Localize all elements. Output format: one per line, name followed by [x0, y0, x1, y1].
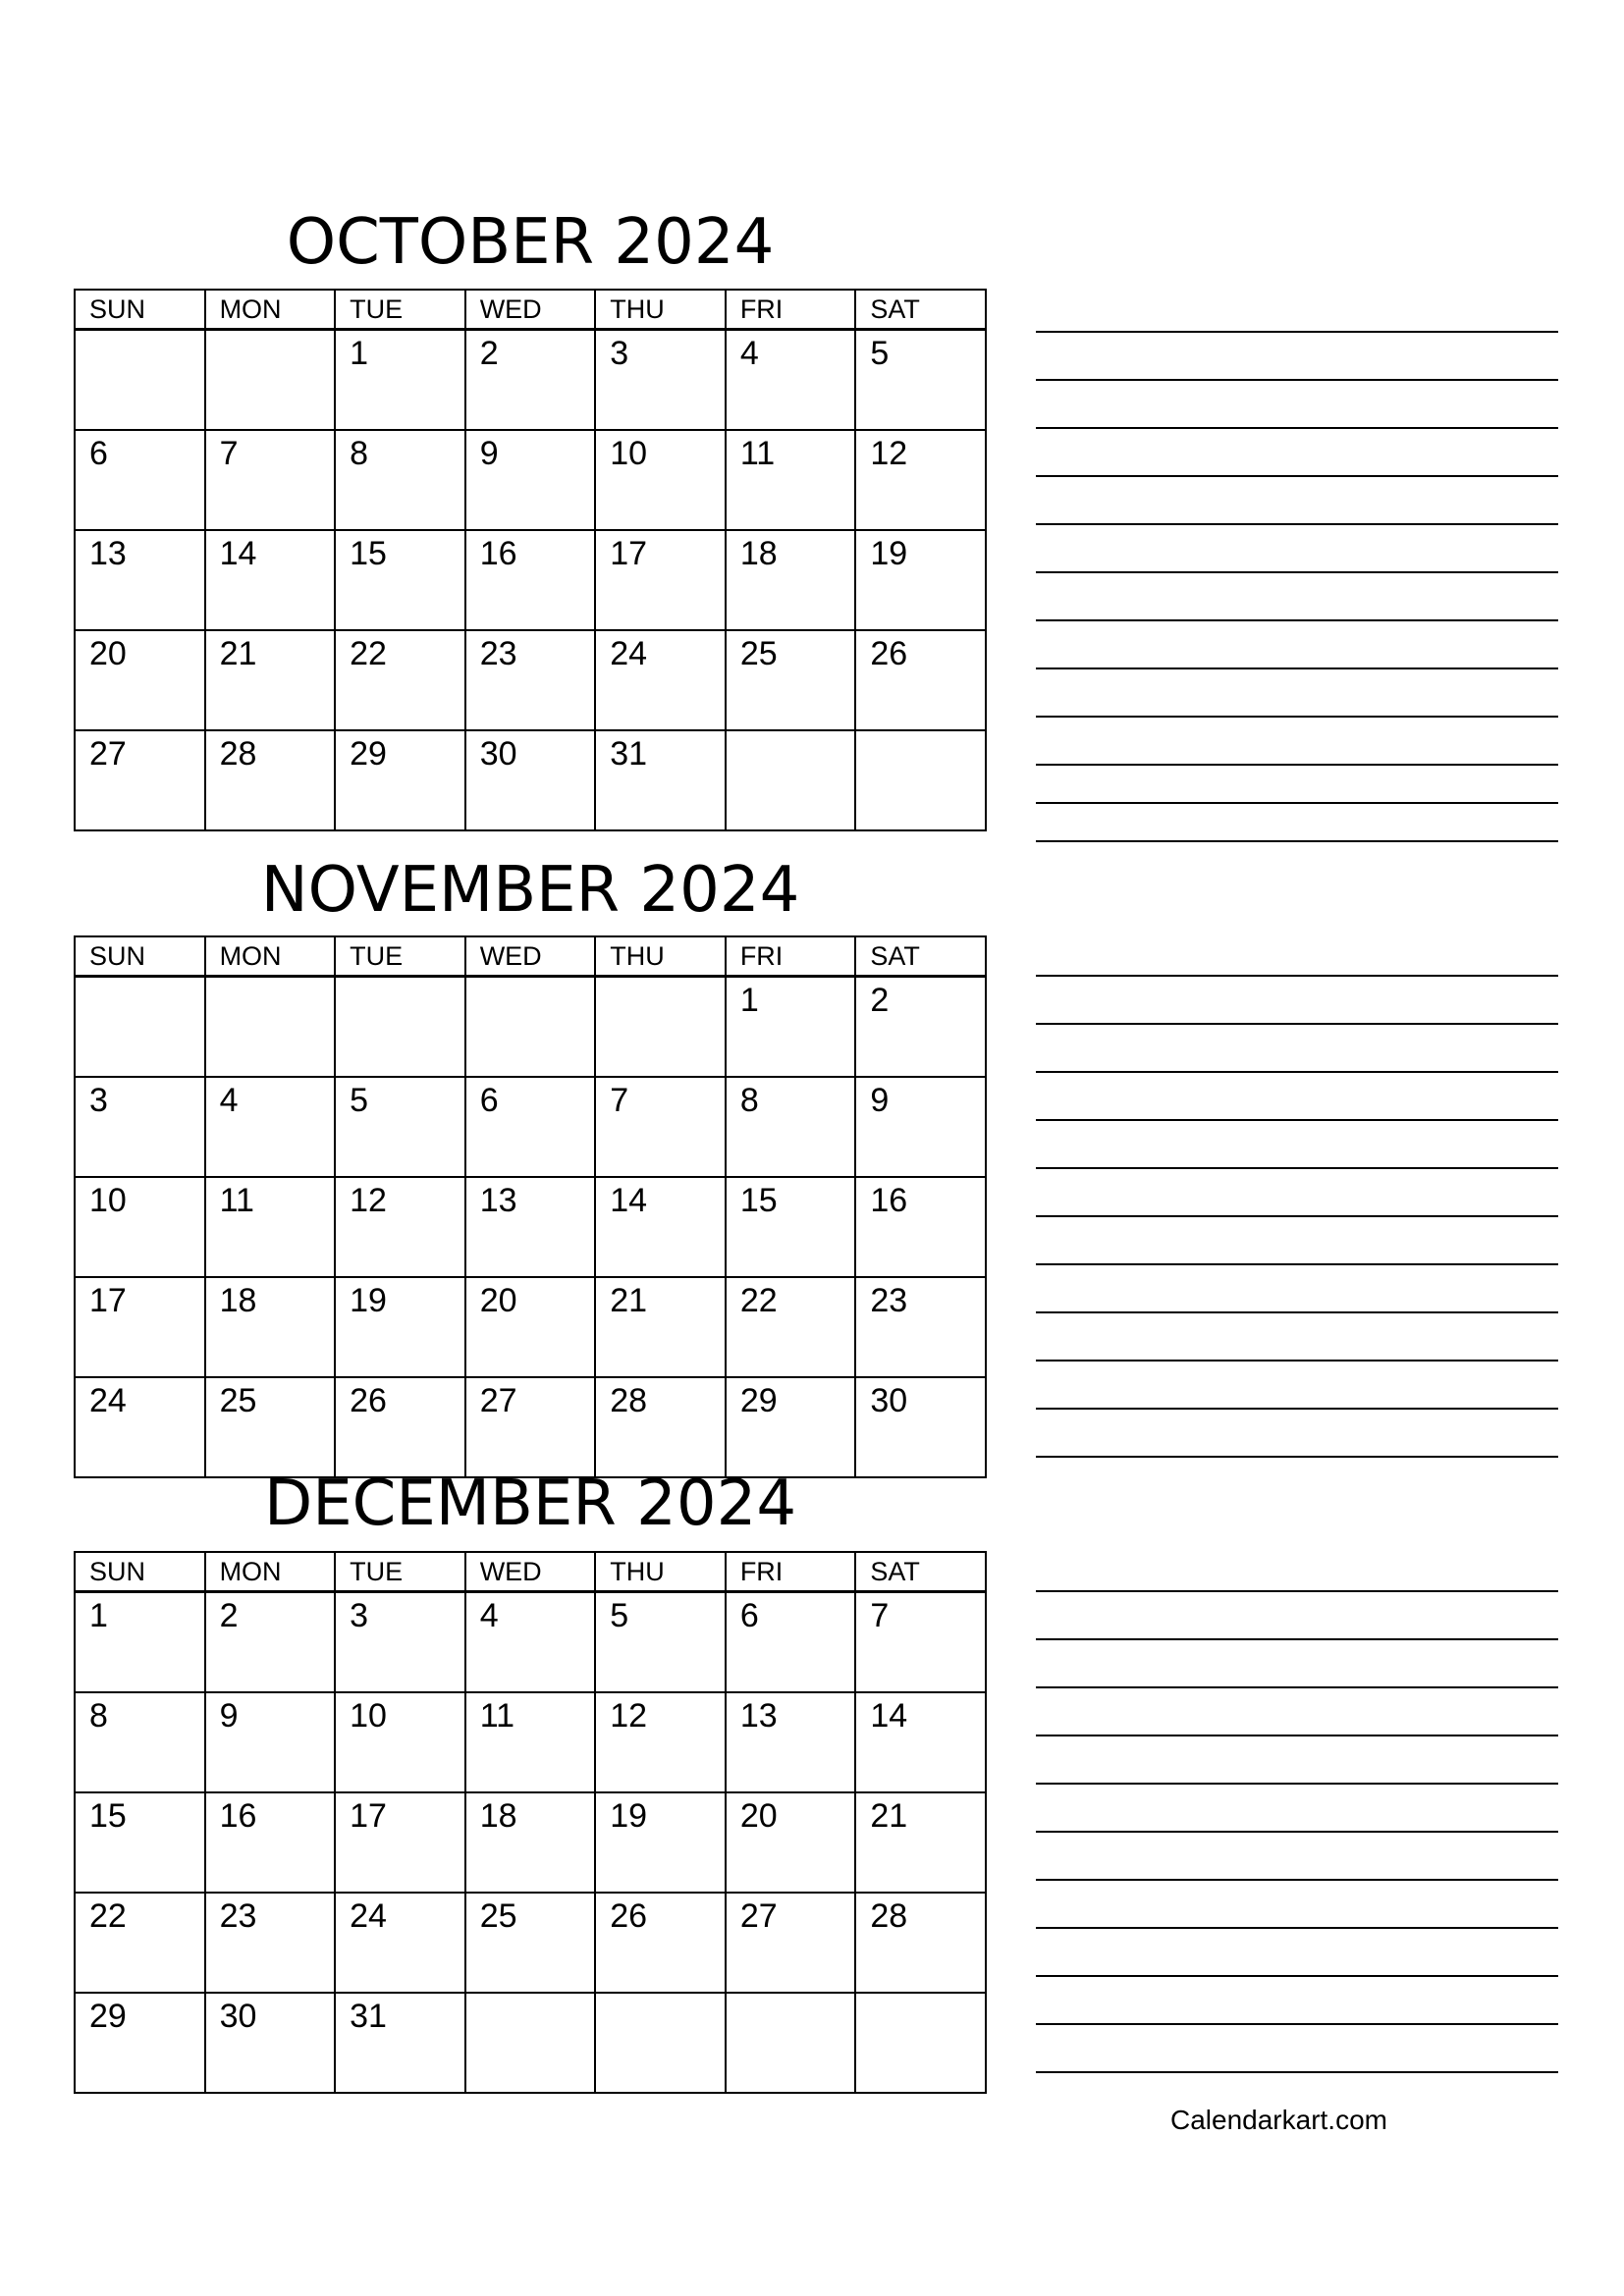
day-cell: 7 — [595, 1077, 726, 1177]
day-cell: 1 — [335, 330, 465, 431]
weekday-mon: MON — [205, 290, 336, 330]
day-cell: 16 — [465, 530, 596, 630]
weekday-tue: TUE — [335, 936, 465, 977]
note-line — [1036, 1360, 1558, 1362]
day-cell: 26 — [335, 1377, 465, 1477]
week-row — [75, 1077, 986, 1177]
week-row — [75, 977, 986, 1078]
weekday-fri: FRI — [726, 290, 856, 330]
day-cell: 11 — [465, 1692, 596, 1792]
note-line — [1036, 2071, 1558, 2073]
day-cell: 22 — [75, 1893, 205, 1993]
note-line — [1036, 1456, 1558, 1458]
calendar-november — [74, 935, 987, 1478]
note-line — [1036, 667, 1558, 669]
day-cell: 8 — [75, 1692, 205, 1792]
day-cell: 9 — [205, 1692, 336, 1792]
day-cell: 13 — [75, 530, 205, 630]
week-row — [75, 1893, 986, 1993]
weekday-sun: SUN — [75, 290, 205, 330]
day-cell: 19 — [335, 1277, 465, 1377]
day-cell: 20 — [726, 1792, 856, 1893]
week-row — [75, 1377, 986, 1477]
weekday-tue: TUE — [335, 290, 465, 330]
day-cell: 27 — [75, 730, 205, 830]
weekday-sun: SUN — [75, 1552, 205, 1592]
note-line — [1036, 1408, 1558, 1410]
note-line — [1036, 975, 1558, 977]
week-row — [75, 1792, 986, 1893]
day-cell: 14 — [855, 1692, 986, 1792]
day-cell: 3 — [595, 330, 726, 431]
day-cell: 13 — [726, 1692, 856, 1792]
day-cell: 1 — [726, 977, 856, 1078]
day-cell: 15 — [75, 1792, 205, 1893]
note-line — [1036, 1590, 1558, 1592]
weekday-mon: MON — [205, 936, 336, 977]
day-cell: 21 — [855, 1792, 986, 1893]
day-cell: 2 — [855, 977, 986, 1078]
note-line — [1036, 1783, 1558, 1785]
note-line — [1036, 379, 1558, 381]
day-cell: 9 — [465, 430, 596, 530]
day-cell — [855, 1993, 986, 2093]
day-cell: 22 — [726, 1277, 856, 1377]
day-cell: 6 — [465, 1077, 596, 1177]
day-cell — [726, 730, 856, 830]
day-cell: 30 — [465, 730, 596, 830]
note-line — [1036, 1879, 1558, 1881]
day-cell: 12 — [335, 1177, 465, 1277]
week-row — [75, 1277, 986, 1377]
week-row — [75, 1592, 986, 1693]
day-cell: 25 — [726, 630, 856, 730]
day-cell: 6 — [75, 430, 205, 530]
weekday-sat: SAT — [855, 290, 986, 330]
day-cell: 3 — [75, 1077, 205, 1177]
weekday-mon: MON — [205, 1552, 336, 1592]
week-row — [75, 330, 986, 431]
day-cell: 19 — [855, 530, 986, 630]
day-cell: 8 — [335, 430, 465, 530]
day-cell: 17 — [595, 530, 726, 630]
day-cell: 23 — [205, 1893, 336, 1993]
day-cell: 31 — [595, 730, 726, 830]
day-cell: 23 — [465, 630, 596, 730]
weekday-sat: SAT — [855, 1552, 986, 1592]
note-line — [1036, 1119, 1558, 1121]
day-cell: 23 — [855, 1277, 986, 1377]
day-cell: 27 — [726, 1893, 856, 1993]
day-cell: 18 — [726, 530, 856, 630]
note-line — [1036, 802, 1558, 804]
day-cell — [595, 977, 726, 1078]
calendar-october — [74, 289, 987, 831]
day-cell: 27 — [465, 1377, 596, 1477]
note-line — [1036, 840, 1558, 842]
note-line — [1036, 427, 1558, 429]
day-cell: 24 — [595, 630, 726, 730]
month-title-october: OCTOBER 2024 — [286, 206, 775, 279]
note-line — [1036, 2023, 1558, 2025]
note-line — [1036, 571, 1558, 573]
day-cell: 13 — [465, 1177, 596, 1277]
day-cell: 16 — [205, 1792, 336, 1893]
footer-site-name: Calendarkart.com — [1170, 2105, 1387, 2135]
day-cell: 30 — [205, 1993, 336, 2093]
day-cell: 29 — [726, 1377, 856, 1477]
day-cell — [205, 977, 336, 1078]
day-cell: 10 — [595, 430, 726, 530]
day-cell: 17 — [75, 1277, 205, 1377]
weekday-sun: SUN — [75, 936, 205, 977]
day-cell — [75, 330, 205, 431]
day-cell: 29 — [335, 730, 465, 830]
day-cell: 28 — [855, 1893, 986, 1993]
day-cell — [855, 730, 986, 830]
day-cell: 14 — [205, 530, 336, 630]
day-cell: 29 — [75, 1993, 205, 2093]
day-cell: 9 — [855, 1077, 986, 1177]
day-cell: 14 — [595, 1177, 726, 1277]
day-cell: 2 — [465, 330, 596, 431]
weekday-thu: THU — [595, 1552, 726, 1592]
day-cell: 7 — [855, 1592, 986, 1693]
note-line — [1036, 523, 1558, 525]
day-cell: 17 — [335, 1792, 465, 1893]
day-cell: 30 — [855, 1377, 986, 1477]
day-cell: 18 — [205, 1277, 336, 1377]
day-cell — [205, 330, 336, 431]
week-row — [75, 630, 986, 730]
day-cell — [726, 1993, 856, 2093]
day-cell: 26 — [595, 1893, 726, 1993]
day-cell: 15 — [335, 530, 465, 630]
weekday-header-row — [75, 936, 986, 977]
month-title-december: DECEMBER 2024 — [263, 1468, 797, 1540]
day-cell: 21 — [595, 1277, 726, 1377]
day-cell: 11 — [205, 1177, 336, 1277]
week-row — [75, 430, 986, 530]
day-cell: 28 — [205, 730, 336, 830]
day-cell: 5 — [855, 330, 986, 431]
day-cell: 4 — [205, 1077, 336, 1177]
day-cell: 25 — [205, 1377, 336, 1477]
day-cell: 24 — [75, 1377, 205, 1477]
day-cell: 21 — [205, 630, 336, 730]
note-line — [1036, 1975, 1558, 1977]
note-line — [1036, 1638, 1558, 1640]
weekday-wed: WED — [465, 936, 596, 977]
note-line — [1036, 331, 1558, 333]
day-cell — [465, 977, 596, 1078]
day-cell: 6 — [726, 1592, 856, 1693]
day-cell — [335, 977, 465, 1078]
weekday-wed: WED — [465, 290, 596, 330]
weekday-sat: SAT — [855, 936, 986, 977]
week-row — [75, 1692, 986, 1792]
day-cell: 19 — [595, 1792, 726, 1893]
day-cell: 5 — [595, 1592, 726, 1693]
calendar-december — [74, 1551, 987, 2094]
month-title-november: NOVEMBER 2024 — [260, 854, 800, 927]
day-cell: 10 — [75, 1177, 205, 1277]
weekday-fri: FRI — [726, 936, 856, 977]
day-cell: 20 — [465, 1277, 596, 1377]
note-line — [1036, 1167, 1558, 1169]
week-row — [75, 1993, 986, 2093]
day-cell: 3 — [335, 1592, 465, 1693]
note-line — [1036, 1215, 1558, 1217]
day-cell: 2 — [205, 1592, 336, 1693]
week-row — [75, 530, 986, 630]
day-cell: 31 — [335, 1993, 465, 2093]
day-cell: 7 — [205, 430, 336, 530]
note-line — [1036, 1263, 1558, 1265]
week-row — [75, 1177, 986, 1277]
day-cell: 28 — [595, 1377, 726, 1477]
note-line — [1036, 1023, 1558, 1025]
note-line — [1036, 475, 1558, 477]
weekday-header-row — [75, 1552, 986, 1592]
week-row — [75, 730, 986, 830]
day-cell: 8 — [726, 1077, 856, 1177]
note-line — [1036, 619, 1558, 621]
day-cell: 25 — [465, 1893, 596, 1993]
weekday-thu: THU — [595, 290, 726, 330]
day-cell — [595, 1993, 726, 2093]
note-line — [1036, 1311, 1558, 1313]
day-cell: 15 — [726, 1177, 856, 1277]
day-cell: 12 — [595, 1692, 726, 1792]
note-line — [1036, 1686, 1558, 1688]
day-cell: 20 — [75, 630, 205, 730]
day-cell: 18 — [465, 1792, 596, 1893]
day-cell: 26 — [855, 630, 986, 730]
weekday-fri: FRI — [726, 1552, 856, 1592]
day-cell: 5 — [335, 1077, 465, 1177]
day-cell: 10 — [335, 1692, 465, 1792]
weekday-wed: WED — [465, 1552, 596, 1592]
note-line — [1036, 1831, 1558, 1833]
day-cell: 12 — [855, 430, 986, 530]
day-cell: 4 — [726, 330, 856, 431]
day-cell: 4 — [465, 1592, 596, 1693]
weekday-thu: THU — [595, 936, 726, 977]
day-cell: 16 — [855, 1177, 986, 1277]
note-line — [1036, 1927, 1558, 1929]
weekday-tue: TUE — [335, 1552, 465, 1592]
day-cell: 1 — [75, 1592, 205, 1693]
weekday-header-row — [75, 290, 986, 330]
note-line — [1036, 1071, 1558, 1073]
note-line — [1036, 764, 1558, 766]
day-cell: 22 — [335, 630, 465, 730]
day-cell: 11 — [726, 430, 856, 530]
day-cell: 24 — [335, 1893, 465, 1993]
day-cell — [465, 1993, 596, 2093]
note-line — [1036, 1735, 1558, 1736]
note-line — [1036, 716, 1558, 718]
day-cell — [75, 977, 205, 1078]
